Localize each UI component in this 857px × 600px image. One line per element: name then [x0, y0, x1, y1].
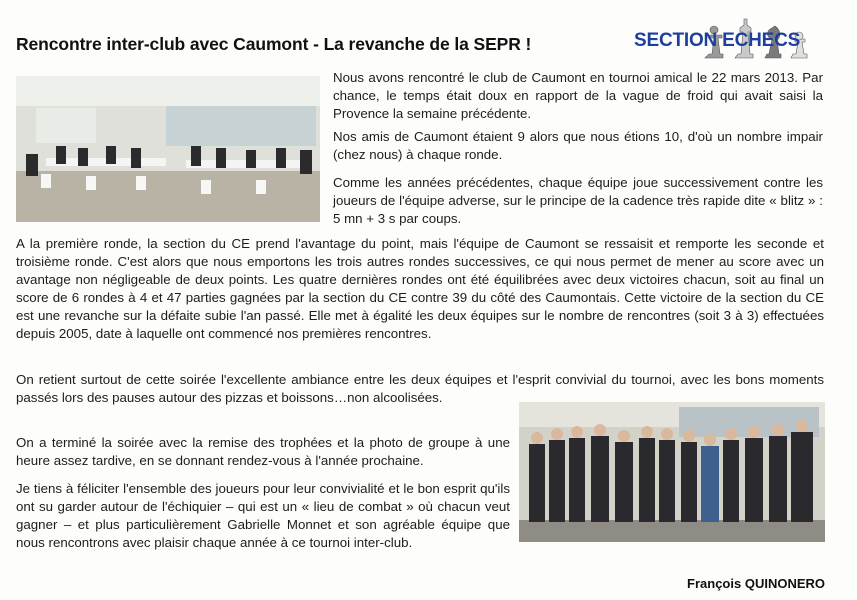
paragraph-ambiance: On retient surtout de cette soirée l'excellente ambiance entre les deux équipes et l'esprit convivial du tournoi, avec les bons moments passés lors des pauses autour des pizzas et boissons…non alcoolisées. [16, 372, 824, 405]
paragraph-rounds: A la première ronde, la section du CE prend l'avantage du point, mais l'équipe de Caumont se ressaisit et remporte les seconde et troisième ronde. C'est alors que nous emportons les trois autres rondes successives, ce qui nous permet de mener au score avec un avantage non négligeable de deux points. Les quatre dernières rondes ont été équilibrées avec deux victoires chacun, soit au final un score de 6 rondes à 4 et 47 parties gagnées par la section du CE contre 39 du côté des Caumontais. Cette victoire de la section du CE est une revanche sur la défaite subie l'an passé. Elle met à égalité les deux équipes sur le nombre de rencontres (soit 3 à 3) effectuées depuis 2005, date à laquelle ont commencé nos premières rencontres. [16, 236, 824, 341]
author-signature: François QUINONERO [687, 576, 825, 591]
paragraph-intro: Nous avons rencontré le club de Caumont en tournoi amical le 22 mars 2013. Par chance, le temps était doux en rapport de la vague de froid qui avait saisi la Provence la semaine précédente. [333, 70, 823, 121]
group-photo [519, 402, 825, 542]
paragraph-thanks: Je tiens à féliciter l'ensemble des joueurs pour leur convivialité et le bon esprit qu'ils ont su garder autour de l'échiquier – qui est un « lieu de combat » où chacun veut gagner – et plus particulièrement Gabrielle Monnet et son agréable équipe que nous rencontrons avec plaisir chaque année à ce tournoi inter-club. [16, 481, 510, 550]
article-title: Rencontre inter-club avec Caumont - La revanche de la SEPR ! [16, 34, 532, 54]
tournament-room-photo [16, 76, 320, 222]
paragraph-rules: Comme les années précédentes, chaque équipe joue successivement contre les joueurs de l'équipe adverse, sur le principe de la cadence très rapide dite « blitz » : 5 mn + 3 s par coups. [333, 175, 823, 226]
paragraph-trophies: On a terminé la soirée avec la remise des trophées et la photo de groupe à une heure assez tardive, en se donnant rendez-vous à l'année prochaine. [16, 435, 510, 468]
section-label: SECTION ECHECS [634, 30, 801, 51]
paragraph-teams: Nos amis de Caumont étaient 9 alors que nous étions 10, d'où un nombre impair (chez nous) à chaque ronde. [333, 129, 823, 162]
